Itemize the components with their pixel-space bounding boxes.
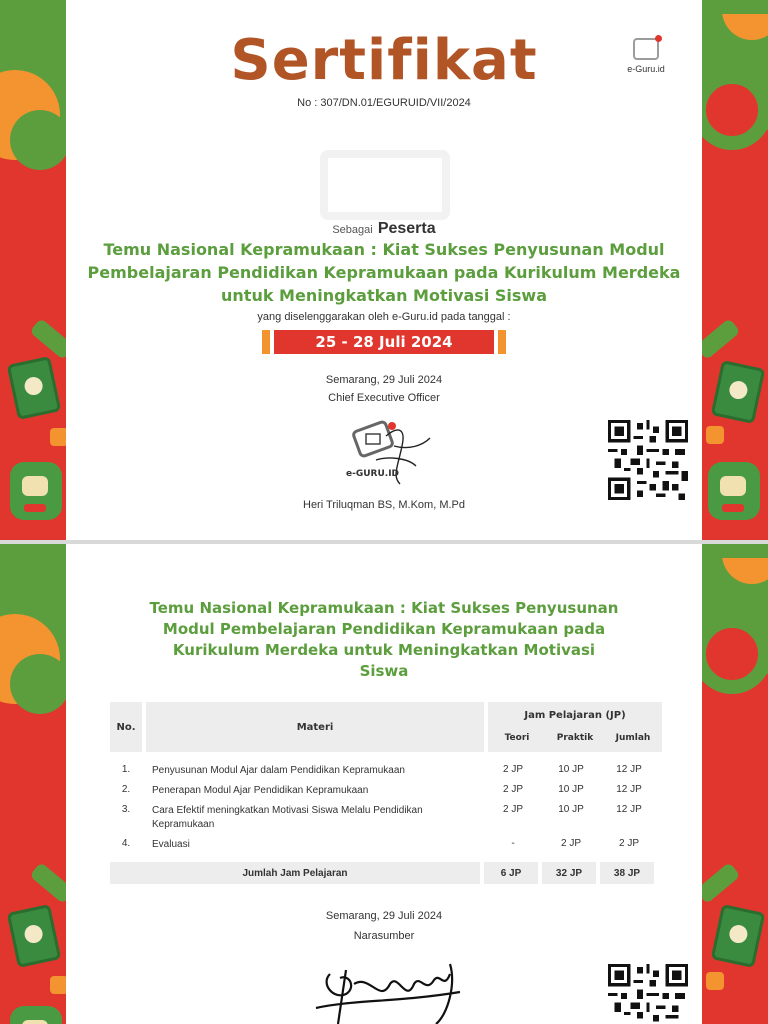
watermark-book-icon bbox=[320, 150, 450, 220]
row-teori: 2 JP bbox=[502, 784, 523, 795]
stamp-text: e-GURU.ID bbox=[346, 469, 400, 479]
col-header-jp: Jam Pelajaran (JP) bbox=[524, 709, 626, 721]
decor-bar bbox=[29, 862, 66, 904]
decor-square bbox=[50, 428, 66, 446]
row-no: 4. bbox=[121, 838, 131, 849]
organizer-line: yang diselenggarakan oleh e-Guru.id pada tanggal : bbox=[257, 311, 511, 323]
total-praktik: 32 JP bbox=[542, 862, 596, 884]
table-header bbox=[110, 702, 662, 752]
decor-circle bbox=[10, 654, 66, 714]
total-jumlah: 38 JP bbox=[600, 862, 654, 884]
row-materi: Penerapan Modul Ajar Pendidikan Kepramukaan bbox=[152, 785, 369, 796]
role-prefix: Sebagai bbox=[332, 224, 373, 236]
row-jumlah: 12 JP bbox=[616, 784, 642, 795]
e-guru-logo-icon bbox=[633, 38, 659, 60]
book-icon bbox=[711, 904, 766, 968]
left-border-decoration bbox=[0, 0, 66, 540]
col-header-materi: Materi bbox=[146, 702, 484, 752]
row-materi: Penyusunan Modul Ajar dalam Pendidikan Kepramukaan bbox=[152, 765, 405, 776]
signer-name: Heri Triluqman BS, M.Kom, M.Pd bbox=[303, 499, 465, 511]
speaker-signature bbox=[310, 944, 470, 1024]
right-border-decoration bbox=[702, 544, 768, 1024]
event-title: Temu Nasional Kepramukaan : Kiat Sukses Penyusunan Modul Pembelajaran Pendidikan Kepramukaan pada Kurikulum Merdeka untuk Meningkatkan Motivasi Siswa bbox=[87, 240, 681, 305]
col-header-no: No. bbox=[110, 702, 142, 752]
row-jumlah: 2 JP bbox=[618, 838, 639, 849]
book-icon bbox=[711, 360, 766, 424]
backpack-icon bbox=[708, 462, 760, 520]
recipient-role-line bbox=[66, 218, 702, 238]
row-teori: - bbox=[511, 838, 515, 849]
decor-bar bbox=[702, 318, 741, 360]
table-row bbox=[110, 838, 662, 852]
signature-stamp bbox=[336, 416, 436, 492]
qr-code-icon bbox=[608, 420, 688, 500]
certificate-back-body bbox=[66, 544, 702, 1024]
right-border-decoration bbox=[702, 0, 768, 540]
role-label: Peserta bbox=[377, 220, 436, 237]
certificate-title: Sertifikat bbox=[230, 28, 538, 93]
row-no: 2. bbox=[121, 784, 131, 795]
decor-circle bbox=[10, 110, 66, 170]
certificate-number: No : 307/DN.01/EGURUID/VII/2024 bbox=[297, 97, 471, 109]
row-praktik: 2 JP bbox=[560, 838, 581, 849]
table-row bbox=[110, 784, 662, 798]
table-total-row bbox=[110, 862, 662, 884]
row-teori: 2 JP bbox=[502, 804, 523, 815]
total-label: Jumlah Jam Pelajaran bbox=[110, 862, 480, 884]
logo-text: e-Guru.id bbox=[627, 64, 665, 74]
qr-code-icon bbox=[608, 964, 688, 1024]
signer-role: Narasumber bbox=[353, 930, 415, 942]
col-header-praktik: Praktik bbox=[556, 733, 594, 743]
row-praktik: 10 JP bbox=[558, 784, 584, 795]
certificate-page-back bbox=[0, 540, 768, 1024]
left-border-decoration bbox=[0, 544, 66, 1024]
e-guru-logo bbox=[610, 38, 682, 74]
curriculum-table bbox=[110, 702, 662, 884]
table-row bbox=[110, 804, 662, 832]
decor-bar bbox=[29, 318, 66, 360]
row-teori: 2 JP bbox=[502, 764, 523, 775]
col-header-teori: Teori bbox=[504, 733, 530, 743]
row-materi: Cara Efektif meningkatkan Motivasi Siswa Melalu Pendidikan Kepramukaan bbox=[152, 805, 423, 830]
total-teori: 6 JP bbox=[484, 862, 538, 884]
col-header-jumlah: Jumlah bbox=[615, 733, 651, 743]
row-materi: Evaluasi bbox=[152, 839, 190, 850]
row-praktik: 10 JP bbox=[558, 764, 584, 775]
book-icon bbox=[7, 356, 62, 420]
event-title: Temu Nasional Kepramukaan : Kiat Sukses Penyusunan Modul Pembelajaran Pendidikan Kepramukaan pada Kurikulum Merdeka untuk Meningkatkan Motivasi Siswa bbox=[149, 599, 619, 680]
decor-circle bbox=[702, 70, 768, 150]
row-jumlah: 12 JP bbox=[616, 804, 642, 815]
row-praktik: 10 JP bbox=[558, 804, 584, 815]
certificate-body bbox=[66, 0, 702, 540]
issue-place-date: Semarang, 29 Juli 2024 bbox=[325, 910, 443, 922]
backpack-icon bbox=[10, 1006, 62, 1024]
decor-square bbox=[50, 976, 66, 994]
decor-square bbox=[706, 972, 724, 990]
signer-role: Chief Executive Officer bbox=[328, 392, 440, 404]
book-icon bbox=[7, 904, 62, 968]
table-row bbox=[110, 764, 662, 778]
decor-bar bbox=[702, 862, 741, 904]
decor-square bbox=[706, 426, 724, 444]
row-no: 3. bbox=[121, 804, 131, 815]
decor-circle bbox=[702, 614, 768, 694]
row-jumlah: 12 JP bbox=[616, 764, 642, 775]
issue-place-date: Semarang, 29 Juli 2024 bbox=[325, 374, 443, 386]
row-no: 1. bbox=[121, 764, 131, 775]
col-header-jp-group bbox=[488, 702, 662, 752]
event-date-banner: 25 - 28 Juli 2024 bbox=[274, 330, 494, 354]
backpack-icon bbox=[10, 462, 62, 520]
